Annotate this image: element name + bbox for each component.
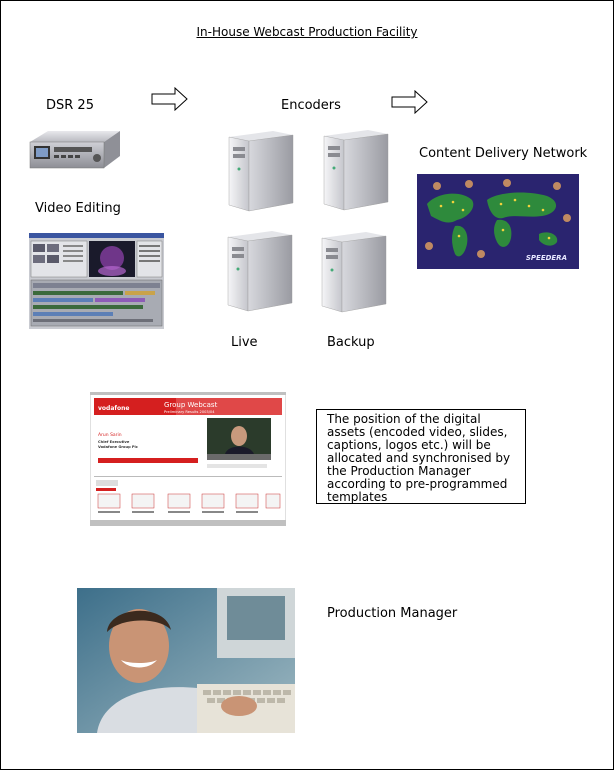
- production-manager-photo: [77, 588, 295, 733]
- encoder-tower-image: [223, 129, 295, 213]
- video-editing-label: Video Editing: [35, 201, 121, 216]
- webcast-subheading: Preliminary Results 2003/04: [164, 410, 215, 414]
- live-label: Live: [231, 335, 258, 350]
- encoder-tower-image: [318, 128, 390, 212]
- production-manager-label: Production Manager: [327, 606, 458, 621]
- arrow-right-icon: [391, 90, 429, 114]
- speaker-title: Chief Executive: [98, 440, 130, 444]
- group-webcast-screenshot: [90, 392, 286, 526]
- dsr-deck-image: [26, 128, 122, 170]
- video-editing-screenshot: [29, 233, 164, 329]
- speedera-logo: SPEEDERA: [525, 254, 567, 262]
- backup-label: Backup: [327, 335, 375, 350]
- speaker-name: Arun Sarin: [98, 433, 122, 438]
- positioning-note: The position of the digital assets (encoded video, slides, captions, logos etc.) will be allocated and synchronised by the Production Manager according to pre-programmed templates: [316, 409, 526, 504]
- cdn-label: Content Delivery Network: [419, 146, 588, 161]
- webcast-heading: Group Webcast: [164, 401, 218, 409]
- speaker-org: Vodafone Group Plc: [98, 445, 138, 449]
- dsr-label: DSR 25: [46, 98, 94, 113]
- encoders-label: Encoders: [281, 98, 341, 113]
- backup-encoder-tower-image: [316, 230, 388, 314]
- page-title: In-House Webcast Production Facility: [196, 25, 418, 39]
- cdn-world-map-image: [417, 174, 579, 269]
- live-encoder-tower-image: [222, 229, 294, 313]
- vodafone-brand: vodafone: [98, 405, 130, 412]
- arrow-right-icon: [151, 87, 189, 111]
